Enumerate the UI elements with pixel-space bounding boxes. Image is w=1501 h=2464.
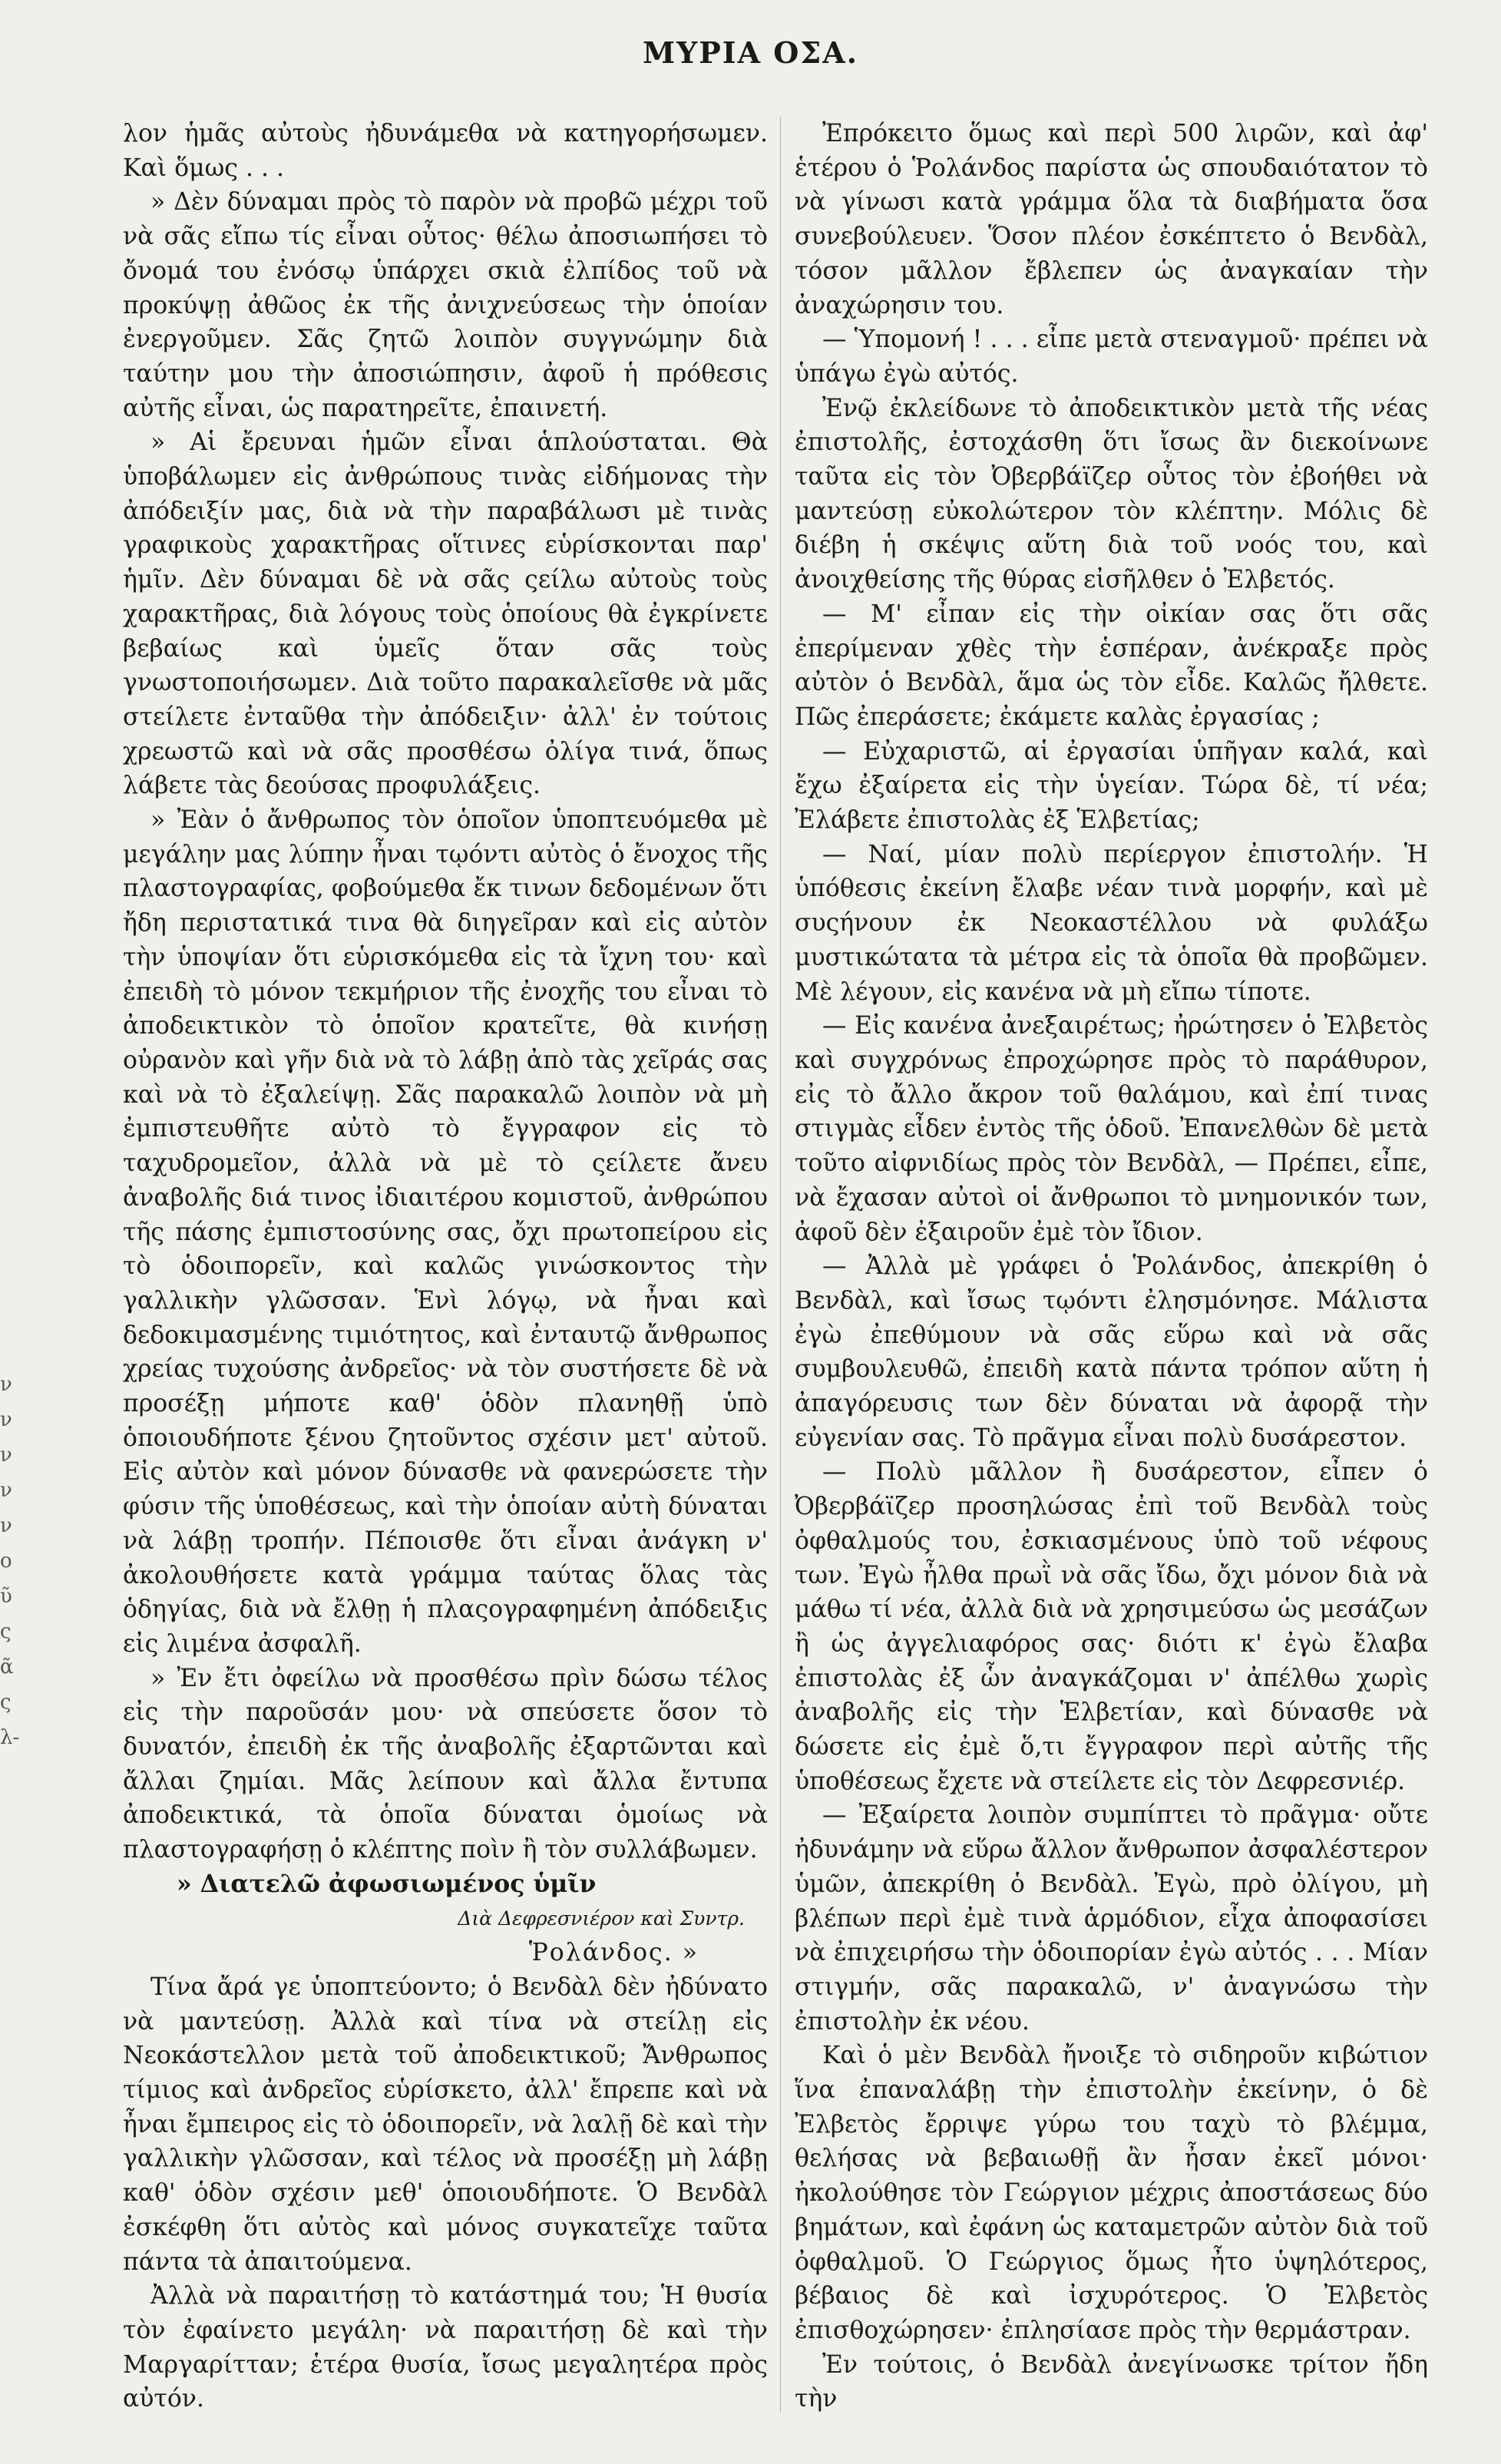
gutter-mark: ο [0, 1550, 12, 1573]
paragraph: λον ἡμᾶς αὐτοὺς ἠδυνάμεθα νὰ κατηγορήσωμεν. Καὶ ὅμως . . . [123, 120, 768, 182]
gutter-mark: ν [0, 1373, 12, 1396]
gutter-mark: ᾶ [0, 1655, 14, 1678]
paragraph: » Δὲν δύναμαι πρὸς τὸ παρὸν νὰ προβῶ μέχρι τοῦ νὰ σᾶς εἴπω τίς εἶναι οὗτος· θέλω ἀποσιωπήσει τὸ ὄνομά του ἐνόσῳ ὑπάρχει σκιὰ ἐλπίδος τοῦ νὰ προκύψῃ ἀθῶος ἐκ τῆς ἀνιχνεύσεως τὴν ὁποίαν ἐνεργοῦμεν. Σᾶς ζητῶ λοιπὸν συγγνώμην διὰ ταύτην μου τὴν ἀποσιώπησιν, ἀφοῦ ἡ πρόθεσις αὐτῆς εἶναι, ὡς παρατηρεῖτε, ἐπαινετή. [123, 188, 768, 422]
gutter-mark: ν [0, 1514, 12, 1537]
paragraph: Ἐνῷ ἐκλείδωνε τὸ ἀποδεικτικὸν μετὰ τῆς νέας ἐπιστολῆς, ἐστοχάσθη ὅτι ἴσως ἂν διεκοίνωνε ταῦτα εἰς τὸν Ὀβερβάϊζερ οὗτος τὸν ἐβοήθει νὰ μαντεύσῃ εὐκολώτερον τὸν κλέπτην. Μόλις δὲ διέβη ἡ σκέψις αὕτη διὰ τοῦ νοός του, καὶ ἀνοιχθείσης τῆς θύρας εἰσῆλθεν ὁ Ἐλβετός. [795, 394, 1428, 594]
dialogue-line: — Πολὺ μᾶλλον ἢ δυσάρεστον, εἶπεν ὁ Ὀβερβάϊζερ προσηλώσας ἐπὶ τοῦ Βενδὰλ τοὺς ὀφθαλμούς του, ἐσκιασμένους ὑπὸ τοῦ νέφους των. Ἐγὼ ἦλθα πρωῒ νὰ σᾶς ἴδω, ὄχι μόνον διὰ νὰ μάθω τί νέα, ἀλλὰ διὰ νὰ χρησιμεύσω ὡς μεσάζων ἢ ὡς ἀγγελιαφόρος σας· διότι κ' ἐγὼ ἔλαβα ἐπιστολὰς ἐξ ὧν ἀναγκάζομαι ν' ἀπέλθω χωρὶς ἀναβολῆς εἰς τὴν Ἑλβετίαν, καὶ δύνασθε νὰ δώσετε εἰς ἐμὲ ὅ,τι ἔγγραφον περὶ αὐτῆς τῆς ὑποθέσεως ἔχετε νὰ στείλετε εἰς τὸν Δεφρεσνιέρ. [795, 1458, 1428, 1795]
right-column [795, 117, 1428, 2416]
dialogue-line: — Ἐξαίρετα λοιπὸν συμπίπτει τὸ πρᾶγμα· οὔτε ἠδυνάμην νὰ εὕρω ἄλλον ἄνθρωπον ἀσφαλέστερον ὑμῶν, ἀπεκρίθη ὁ Βενδὰλ. Ἐγὼ, πρὸ ὀλίγου, μὴ βλέπων περὶ ἐμὲ τινὰ ἁρμόδιον, εἶχα ἀποφασίσει νὰ ἐπιχειρήσω τὴν ὁδοιπορίαν ἐγὼ αὐτός . . . Μίαν στιγμήν, σᾶς παρακαλῶ, ν' ἀναγνώσω τὴν ἐπιστολὴν ἐκ νέου. [795, 1801, 1428, 2036]
gutter-mark: ς [0, 1620, 12, 1643]
paragraph: Ἐπρόκειτο ὅμως καὶ περὶ 500 λιρῶν, καὶ ἀφ' ἑτέρου ὁ Ῥολάνδος παρίστα ὡς σπουδαιότατον τὸ νὰ γίνωσι κατὰ γράμμα ὅλα τὰ διαβήματα ὅσα συνεβούλευεν. Ὅσον πλέον ἐσκέπτετο ὁ Βενδὰλ, τόσον μᾶλλον ἔβλεπεν ὡς ἀναγκαίαν τὴν ἀναχώρησιν του. [795, 120, 1428, 319]
dialogue-line: — Εὐχαριστῶ, αἱ ἐργασίαι ὑπῆγαν καλά, καὶ ἔχω ἐξαίρετα εἰς τὴν ὑγείαν. Τώρα δὲ, τί νέα; Ἐλάβετε ἐπιστολὰς ἐξ Ἑλβετίας; [795, 737, 1428, 835]
dialogue-line: — Ναί, μίαν πολὺ περίεργον ἐπιστολήν. Ἡ ὑπόθεσις ἐκείνη ἔλαβε νέαν τινὰ μορφήν, καὶ μὲ συςήνουν ἐκ Νεοκαστέλλου νὰ φυλάξω μυστικώτατα τὰ μέτρα εἰς τὰ ὁποῖα θὰ προβῶμεν. Μὲ λέγουν, εἰς κανένα νὰ μὴ εἴπω τίποτε. [795, 840, 1428, 1006]
gutter-mark: ῦ [0, 1585, 12, 1608]
dialogue-line: — Ἀλλὰ μὲ γράφει ὁ Ῥολάνδος, ἀπεκρίθη ὁ Βενδὰλ, καὶ ἴσως τῳόντι ἐλησμόνησε. Μάλιστα ἐγὼ ἐπεθύμουν νὰ σᾶς εὕρω καὶ νὰ σᾶς συμβουλευθῶ, ἐπειδὴ κατὰ πάντα τρόπον αὕτη ἡ ἀπαγόρευσις των δὲν δύναται νὰ ἀφορᾷ τὴν εὐγενίαν σας. Τὸ πρᾶγμα εἶναι πολὺ δυσάρεστον. [795, 1252, 1428, 1452]
letter-sign-off: » Διατελῶ ἀφωσιωμένος ὑμῖν [177, 1869, 597, 1898]
gutter-mark: ν [0, 1408, 12, 1431]
column-divider [780, 117, 781, 2413]
dialogue-line: — Ὑπομονή ! . . . εἶπε μετὰ στεναγμοῦ· πρέπει νὰ ὑπάγω ἐγὼ αὐτός. [795, 326, 1428, 388]
paragraph: Ἐν τούτοις, ὁ Βενδὰλ ἀνεγίνωσκε τρίτον ἤδη τὴν [795, 2350, 1428, 2413]
paragraph: Καὶ ὁ μὲν Βενδὰλ ἤνοιξε τὸ σιδηροῦν κιβώτιον ἵνα ἐπαναλάβῃ τὴν ἐπιστολὴν ἐκείνην, ὁ δὲ Ἐλβετὸς ἔρριψε γύρω του ταχὺ τὸ βλέμμα, θελήσας νὰ βεβαιωθῇ ἂν ἦσαν ἐκεῖ μόνοι· ἠκολούθησε τὸν Γεώργιον μέχρις ἀποστάσεως δύο βημάτων, καὶ ἐφάνη ὡς καταμετρῶν αὐτὸν διὰ τοῦ ὀφθαλμοῦ. Ὁ Γεώργιος ὅμως ἦτο ὑψηλότερος, βέβαιος δὲ καὶ ἰσχυρότερος. Ὁ Ἐλβετὸς ἐπισθοχώρησεν· ἐπλησίασε πρὸς τὴν θερμάστραν. [795, 2042, 1428, 2344]
letter-sender-line: Διὰ Δεφρεσνιέρον καὶ Συντρ. [458, 1907, 745, 1930]
gutter-mark: λ- [0, 1726, 20, 1749]
left-column [123, 117, 768, 2416]
paragraph: » Αἱ ἔρευναι ἡμῶν εἶναι ἁπλούσταται. Θὰ ὑποβάλωμεν εἰς ἀνθρώπους τινὰς εἰδήμονας τὴν ἀπόδειξίν μας, διὰ νὰ τὴν παραβάλωσι μὲ τινὰς γραφικοὺς χαρακτῆρας οἵτινες εὑρίσκονται παρ' ἡμῖν. Δὲν δύναμαι δὲ νὰ σᾶς ςείλω αὐτοὺς τοὺς χαρακτῆρας, διὰ λόγους τοὺς ὁποίους θὰ ἐγκρίνετε βεβαίως καὶ ὑμεῖς ὅταν σᾶς τοὺς γνωστοποιήσωμεν. Διὰ τοῦτο παρακαλεῖσθε νὰ μᾶς στείλετε ἐνταῦθα τὴν ἀπόδειξιν· ἀλλ' ἐν τούτοις χρεωστῶ καὶ νὰ σᾶς προσθέσω ὀλίγα τινά, ὅπως λάβετε τὰς δεούσας προφυλάξεις. [123, 428, 768, 800]
paragraph: » Ἐὰν ὁ ἄνθρωπος τὸν ὁποῖον ὑποπτευόμεθα μὲ μεγάλην μας λύπην ἦναι τῳόντι αὐτὸς ὁ ἔνοχος τῆς πλαστογραφίας, φοβούμεθα ἔκ τινων δεδομένων ὅτι ἤδη περιστατικά τινα θὰ διηγεῖραν καὶ εἰς αὐτὸν τὴν ὑποψίαν ὅτι εὑρισκόμεθα εἰς τὰ ἴχνη του· καὶ ἐπειδὴ τὸ μόνον τεκμήριον τῆς ἐνοχῆς του εἶναι τὸ ἀποδεικτικὸν τὸ ὁποῖον κρατεῖτε, θὰ κινήσῃ οὐρανὸν καὶ γῆν διὰ νὰ τὸ λάβῃ ἀπὸ τὰς χεῖράς σας καὶ νὰ τὸ ἐξαλείψῃ. Σᾶς παρακαλῶ λοιπὸν νὰ μὴ ἐμπιστευθῆτε αὐτὸ τὸ ἔγγραφον εἰς τὸ ταχυδρομεῖον, ἀλλὰ νὰ μὲ τὸ ςείλετε ἄνευ ἀναβολῆς διά τινος ἰδιαιτέρου κομιστοῦ, ἀνθρώπου τῆς πάσης ἐμπιστοσύνης σας, ὄχι πρωτοπείρου εἰς τὸ ὁδοιπορεῖν, καὶ καλῶς γινώσκοντος τὴν γαλλικὴν γλῶσσαν. Ἑνὶ λόγῳ, νὰ ἦναι καὶ δεδοκιμασμένης τιμιότητος, καὶ ἐνταυτῷ ἄνθρωπος χρείας τυχούσης ἀνδρεῖος· νὰ τὸν συστήσετε δὲ νὰ προσέξῃ μήποτε καθ' ὁδὸν πλανηθῇ ὑπὸ ὁποιουδήποτε ξένου ζητοῦντος σχέσιν μετ' αὐτοῦ. Εἰς αὐτὸν καὶ μόνον δύνασθε νὰ φανερώσετε τὴν φύσιν τῆς ὑποθέσεως, καὶ τὴν ὁποίαν αὐτὴ δύναται νὰ λάβῃ τροπήν. Πέποισθε ὅτι εἶναι ἀνάγκη ν' ἀκολουθήσετε κατὰ γράμμα ταύτας ὅλας τὰς ὁδηγίας, διὰ νὰ ἔλθῃ ἡ πλαςογραφημένη ἀπόδειξις εἰς λιμένα ἀσφαλῆ. [123, 806, 768, 1658]
gutter-mark: ν [0, 1479, 12, 1502]
dialogue-line: — Εἰς κανένα ἀνεξαιρέτως; ἠρώτησεν ὁ Ἐλβετὸς καὶ συγχρόνως ἐπροχώρησε πρὸς τὸ παράθυρον, εἰς τὸ ἄλλο ἄκρον τοῦ θαλάμου, καὶ ἐπί τινας στιγμὰς εἶδεν ἐντὸς τῆς ὁδοῦ. Ἐπανελθὼν δὲ μετὰ τοῦτο αἰφνιδίως πρὸς τὸν Βενδὰλ, — Πρέπει, εἶπε, νὰ ἔχασαν αὐτοὶ οἱ ἄνθρωποι τὸ μνημονικόν των, ἀφοῦ δὲν ἐξαιροῦν ἐμὲ τὸν ἴδιον. [795, 1012, 1428, 1246]
gutter-bleed-through [0, 1367, 23, 1755]
dialogue-line: — Μ' εἶπαν εἰς τὴν οἰκίαν σας ὅτι σᾶς ἐπερίμεναν χθὲς τὴν ἑσπέραν, ἀνέκραξε πρὸς αὐτὸν ὁ Βενδὰλ, ἅμα ὡς τὸν εἶδε. Καλῶς ἤλθετε. Πῶς ἐπεράσετε; ἐκάμετε καλὰς ἐργασίας ; [795, 600, 1428, 731]
paragraph: » Ἐν ἔτι ὀφείλω νὰ προσθέσω πρὶν δώσω τέλος εἰς τὴν παροῦσάν μου· νὰ σπεύσετε ὅσον τὸ δυνατόν, ἐπειδὴ ἐκ τῆς ἀναβολῆς ἐξαρτῶνται καὶ ἄλλαι ζημίαι. Μᾶς λείπουν καὶ ἄλλα ἔντυπα ἀποδεικτικά, τὰ ὁποῖα δύναται ὁμοίως νὰ πλαστογραφήσῃ ὁ κλέπτης ποὶν ἢ τὸν συλλάβωμεν. [123, 1664, 768, 1864]
gutter-mark: ν [0, 1444, 12, 1467]
running-head-title: ΜΥΡΙΑ ΟΣΑ. [643, 35, 858, 70]
paragraph: Τίνα ἄρά γε ὑποπτεύοντο; ὁ Βενδὰλ δὲν ἠδύνατο νὰ μαντεύσῃ. Ἀλλὰ καὶ τίνα νὰ στείλῃ εἰς Νεοκάστελλον μετὰ τοῦ ἀποδεικτικοῦ; Ἄνθρωπος τίμιος καὶ ἀνδρεῖος εὑρίσκετο, ἀλλ' ἔπρεπε καὶ νὰ ἦναι ἔμπειρος εἰς τὸ ὁδοιπορεῖν, νὰ λαλῇ δὲ καὶ τὴν γαλλικὴν γλῶσσαν, καὶ τέλος νὰ προσέξῃ μὴ λάβῃ καθ' ὁδὸν σχέσιν μεθ' ὁποιουδήποτε. Ὁ Βενδὰλ ἐσκέφθη ὅτι αὐτὸς καὶ μόνος συγκατεῖχε ταῦτα πάντα τὰ ἀπαιτούμενα. [123, 1973, 768, 2276]
gutter-mark: ς [0, 1691, 12, 1714]
letter-signature: Ῥολάνδος. » [528, 1939, 699, 1967]
paragraph: Ἀλλὰ νὰ παραιτήσῃ τὸ κατάστημά του; Ἡ θυσία τὸν ἐφαίνετο μεγάλη· νὰ παραιτήσῃ δὲ καὶ τὴν Μαργαρίτταν; ἑτέρα θυσία, ἴσως μεγαλητέρα πρὸς αὐτόν. [123, 2282, 768, 2413]
